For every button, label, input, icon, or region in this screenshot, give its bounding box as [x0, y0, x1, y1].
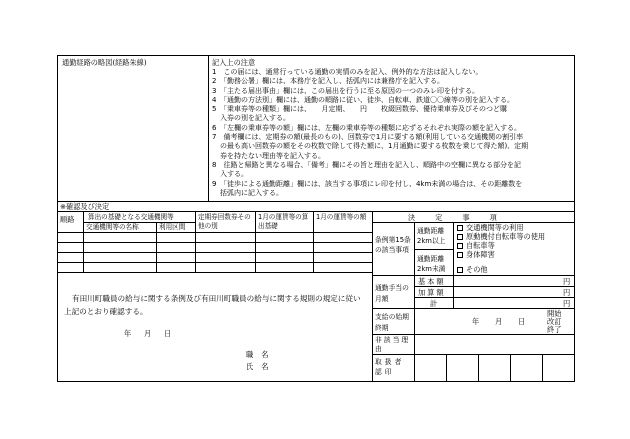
- additional-amount-field[interactable]: [454, 287, 562, 297]
- checkbox-icon[interactable]: [457, 243, 463, 249]
- start-month: 月: [495, 317, 503, 326]
- post-label: 職名: [246, 350, 277, 359]
- col-line: [414, 275, 415, 308]
- note-line: 3 「主たる届出事由」欄には、この届出を行うに至る原因の一つのみレ印を付する。: [212, 86, 479, 95]
- start-day: 日: [518, 317, 526, 326]
- note-line: 8 往路と帰路と異なる場合、「備考」欄にその旨と理由を記入し、順路中の空欄に異なる部分を記: [212, 160, 521, 169]
- checkbox-icon[interactable]: [457, 252, 463, 258]
- note-line: 1 この届には、通常行っている通勤の実情のみを記入、例外的な方法は記入しない。: [212, 68, 483, 76]
- table-row[interactable]: [84, 243, 372, 252]
- note-line: 券を持たない理由等を記入する。: [220, 151, 325, 160]
- name-header: 交通機関等の名称: [86, 223, 139, 231]
- checkbox-icon[interactable]: [457, 225, 463, 231]
- seal-box[interactable]: [415, 355, 446, 381]
- revision-label: 改訂: [547, 317, 562, 326]
- monthly-amount-header: 1月の運賃等の額: [316, 213, 367, 221]
- handler-label: 取扱者認印: [375, 358, 405, 376]
- date-month: 月: [144, 329, 152, 338]
- checkbox-icon[interactable]: [457, 267, 463, 273]
- name-label: 氏名: [246, 362, 277, 371]
- option-disabled[interactable]: 身体障害: [457, 250, 495, 259]
- not-applicable-field[interactable]: [415, 335, 574, 353]
- section-divider: [57, 201, 575, 202]
- total-label: 計: [430, 299, 438, 308]
- route-header: 順路: [60, 215, 75, 224]
- row-line: [372, 308, 575, 309]
- date-year: 年: [124, 329, 132, 338]
- map-notes-divider: [208, 55, 209, 201]
- option-motor[interactable]: 原動機付自転車等の使用: [457, 232, 545, 241]
- ticket-header: 定期券回数券その他の別: [198, 213, 251, 230]
- end-label: 終了: [547, 325, 562, 334]
- note-line: 6 「左欄の乗車券等の額」欄には、左欄の乗車券等の種類に応ずるそれぞれ実際の額を記入する。: [212, 123, 521, 132]
- table-top-line: [57, 211, 575, 212]
- seal-box[interactable]: [447, 355, 478, 381]
- route-map-area[interactable]: [60, 70, 205, 198]
- distance-divider: [414, 249, 453, 250]
- notes-list: [212, 68, 528, 198]
- monthly-basis-header: 1月の運賃等の算出基礎: [258, 213, 309, 230]
- seal-box[interactable]: [543, 355, 574, 381]
- note-line: の最も高い回数券の額をその枚数で除して得た額に、1月通勤に要する枚数を乗じて得た額)、定期: [220, 142, 529, 151]
- note-line: 4 「通勤の方法別」欄には、通勤の順路に従い、徒歩、自転車、鉄道〇〇線等の別を記入する。: [212, 95, 514, 104]
- total-amount-field[interactable]: [454, 298, 562, 308]
- seal-box[interactable]: [511, 355, 542, 381]
- note-line: 5 「乗車券等の種類」欄には、 月定期、 円 枚綴回数券、優待乗車券及びそのつど購: [212, 105, 507, 114]
- table-row[interactable]: [84, 263, 372, 272]
- note-line: 入券の別を記入する。: [220, 114, 290, 123]
- table-row[interactable]: [84, 253, 372, 262]
- basic-amount-field[interactable]: [454, 276, 562, 286]
- checkbox-icon[interactable]: [457, 234, 463, 240]
- note-line: 7 備考欄には、定期券の額(最長のもの)、回数券で1月に要する額(利用している交通機関の割引率: [212, 133, 524, 142]
- note-line: 入する。: [220, 170, 248, 179]
- seal-box[interactable]: [479, 355, 510, 381]
- note-line: 9 「徒歩による通勤距離」欄には、該当する事項にレ印を付し、4km未満の場合は、その距離数を: [212, 179, 523, 188]
- note-line: 2 「勤務公署」欄には、本務庁を記入し、括弧内には兼務庁を記入する。: [212, 77, 444, 86]
- note-line: 括弧内に記入する。: [220, 188, 283, 197]
- distance-over: 通勤距離2km以上: [417, 227, 446, 245]
- not-applicable-label: 非該当理由: [375, 336, 411, 353]
- confirm-title: ※確認及び決定: [60, 202, 110, 211]
- col-line: [414, 308, 415, 334]
- option-other[interactable]: その他: [457, 265, 488, 274]
- yen-total: 円: [563, 299, 571, 308]
- date-day: 日: [164, 329, 172, 338]
- article-label: 条例第15条の該当事項: [375, 236, 411, 254]
- map-title: 通勤経路の略図(経路朱線): [62, 58, 147, 67]
- decision-title: 決定事項: [408, 213, 517, 222]
- start-date-label: 支給の始期終期: [375, 313, 409, 332]
- additional-label: 加算額: [418, 288, 446, 297]
- table-row[interactable]: [84, 233, 372, 242]
- option-transport[interactable]: 交通機関等の利用: [457, 223, 524, 232]
- section-header: 利用区間: [159, 223, 186, 231]
- notes-title: 記入上の注意: [212, 58, 256, 67]
- yen-basic: 円: [563, 277, 571, 286]
- col-line: [453, 222, 454, 275]
- basis-header: 算出の基礎となる交通機関等: [88, 213, 174, 221]
- basic-label: 基本額: [418, 277, 446, 286]
- option-bicycle[interactable]: 自転車等: [457, 241, 495, 250]
- allowance-label: 通勤手当の月額: [375, 284, 409, 303]
- yen-additional: 円: [563, 288, 571, 297]
- left-right-divider: [372, 211, 373, 382]
- start-year: 年: [472, 317, 480, 326]
- row-line: [57, 272, 372, 273]
- distance-under: 通勤距離2km未満: [417, 255, 446, 273]
- confirm-statement: 有田川町職員の給与に関する条例及び有田川町職員の給与に関する規則の規定に従い上記のとおり確認する。: [64, 294, 361, 316]
- start-label: 開始: [547, 309, 562, 318]
